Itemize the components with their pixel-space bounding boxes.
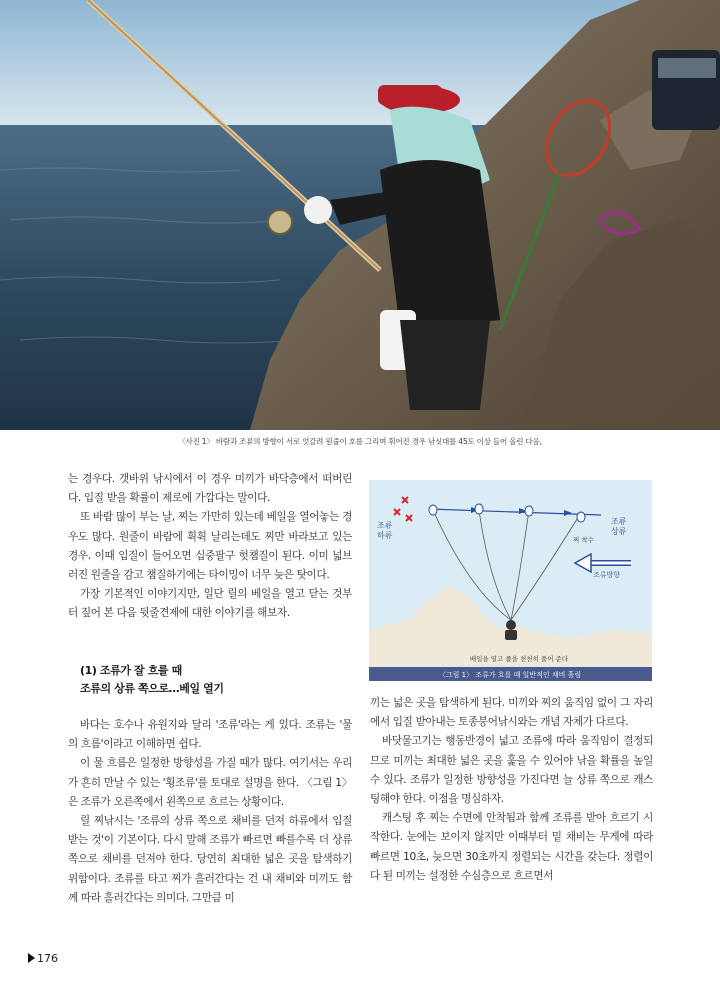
paragraph: 캐스팅 후 찌는 수면에 안착됨과 함께 조류를 받아 흐르기 시작한다. 눈에는 보이지 않지만 이때부터 밑 채비는 무게에 따라 빠르면 10초, 늦으면 30초까지 정렬되는 시간을 갖는다. 정렬이 다 된 미끼는 설정한 수심층으로 흐르면서 [370, 812, 653, 882]
section-heading-line-1: (1) 조류가 잘 흐를 때 [80, 664, 182, 677]
section-heading [80, 662, 350, 698]
page-marker-icon [28, 953, 35, 963]
photo-caption: 〈사진 1〉 바람과 조류의 방향이 서로 엇갈려 원줄이 호를 그리며 휘어진 경우 낚싯대를 45도 이상 들어 올린 다음, [178, 437, 542, 446]
label-float: 찌 착수 [573, 536, 594, 544]
figure-1 [369, 480, 652, 681]
paragraph: 바닷물고기는 행동반경이 넓고 조류에 따라 움직임이 결정되므로 미끼는 최대한 넓은 곳을 훑을 수 있어야 낚을 확률을 높일 수 있다. 조류가 일정한 방향성을 가진다면 늘 상류 쪽으로 캐스팅해야 한다. 이점을 명심하자. [370, 735, 653, 806]
label-downstream-1: 조류 [377, 521, 393, 530]
paragraph: 릴 찌낚시는 '조류의 상류 쪽으로 채비를 던져 하류에서 입질 받는 것'이 기본이다. 다시 말해 조류가 빠르면 빠를수록 더 상류 쪽으로 채비를 던져야 한다. 당연히 최대한 넓은 곳을 탐색하기 위함이다. 조류를 타고 찌가 흘러간다는 건 내 채비와 미끼도 함께 따라 흘러간다는 의미다. 그만큼 미 [68, 815, 352, 904]
current-diagram [369, 480, 652, 681]
photo-illustration [0, 0, 720, 430]
label-current: 조류방향 [593, 571, 621, 579]
figure-caption: 〈그림 1〉 조류가 흐를 때 일반적인 채비 흘림 [438, 671, 582, 679]
paragraph: 가장 기본적인 이야기지만, 일단 릴의 베일을 열고 닫는 것부터 짚어 본 다음 뒷줄견제에 대한 이야기를 해보자. [68, 588, 352, 620]
paragraph: 끼는 넓은 곳을 탐색하게 된다. 미끼와 찌의 움직임 없이 그 자리에서 입질 받아내는 토종붕어낚시와는 개념 자체가 다르다. [370, 697, 653, 729]
section-heading-line-2: 조류의 상류 쪽으로…베일 열기 [80, 682, 224, 695]
page-number-text: 176 [37, 952, 58, 965]
left-column-top [68, 470, 352, 624]
paragraph: 이 물 흐름은 일정한 방향성을 가질 때가 많다. 여기서는 우리가 흔히 만날 수 있는 '횡조류'를 토대로 설명을 한다. 〈그림 1〉은 조류가 오른쪽에서 왼쪽으로 흐르는 상황이다. [68, 757, 352, 808]
paragraph: 또 바람 많이 부는 날, 찌는 가만히 있는데 베일을 열어놓는 경우도 많다. 원줄이 바람에 휙휙 날리는데도 찌만 바라보고 있는 경우. 이때 입질이 들어오면 십중팔구 헛챔질이 된다. 이미 넓브러진 원줄을 감고 챔질하기에는 타이밍이 너무 늦은 탓이다. [68, 511, 352, 582]
left-column-bottom [68, 716, 352, 908]
paragraph: 는 경우다. 갯바위 낚시에서 이 경우 미끼가 바닥층에서 떠버린다. 입질 받을 확률이 제로에 가깝다는 말이다. [68, 473, 352, 505]
label-upstream-1: 조류 [611, 517, 627, 526]
page-number [28, 952, 58, 965]
fishing-photo [0, 0, 720, 430]
label-downstream-2: 하류 [377, 531, 393, 540]
paragraph: 바다는 호수나 유원지와 달리 '조류'라는 게 있다. 조류는 '물의 흐름'이라고 이해하면 쉽다. [68, 719, 352, 751]
right-column [370, 694, 653, 886]
label-bail: 베일을 열고 줄을 천천히 풀어 준다 [469, 655, 569, 663]
label-upstream-2: 상류 [611, 527, 627, 536]
